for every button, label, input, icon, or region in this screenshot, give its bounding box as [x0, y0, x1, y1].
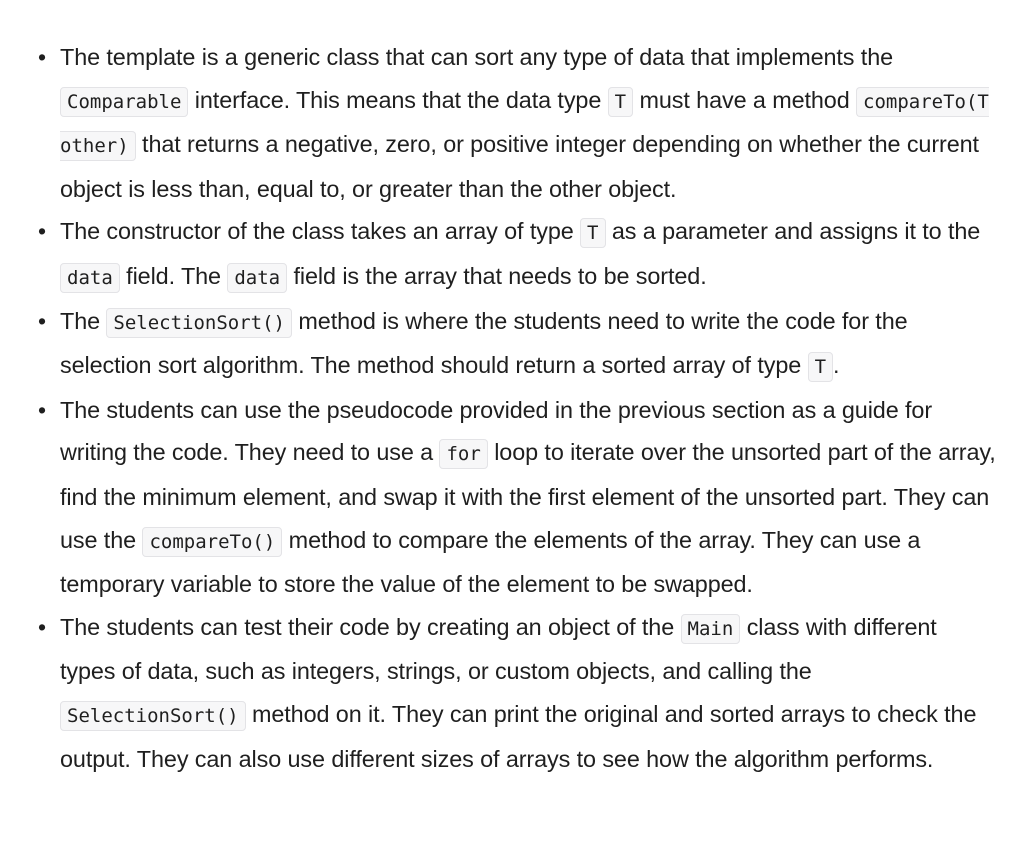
bullet-text: method to compare the elements of the array. They can use a temporary variable to store the value of the element to be swapped. — [60, 526, 921, 598]
bullet-text: that returns a negative, zero, or positive integer depending on whether the current object is less than, equal to, or greater than the other object. — [60, 131, 979, 202]
inline-code: SelectionSort() — [60, 701, 246, 731]
bullet-item — [28, 606, 996, 780]
bullet-marker: • — [38, 44, 46, 70]
bullet-marker: • — [38, 307, 46, 334]
bullet-text: field is the array that needs to be sorted. — [287, 262, 707, 289]
inline-code: SelectionSort() — [106, 308, 292, 338]
inline-code: T — [608, 87, 633, 117]
bullet-item — [28, 300, 996, 389]
inline-code: compareTo() — [142, 527, 282, 557]
inline-code: compareTo(T other) — [60, 87, 989, 162]
bullet-text: class with different types of data, such as integers, strings, or custom objects, and calling the — [60, 613, 937, 685]
bullet-text: loop to iterate over the unsorted part of the array, find the minimum element, and swap it with the first element of the unsorted part. They can use the — [60, 439, 996, 553]
inline-code: data — [227, 263, 287, 293]
bullet-marker: • — [38, 218, 46, 245]
bullet-text: The template is a generic class that can sort any type of data that implements the — [60, 44, 894, 70]
bullet-text: field. The — [119, 262, 228, 289]
bullet-text: . — [833, 352, 840, 379]
inline-code: for — [439, 439, 487, 469]
bullet-text: method is where the students need to write the code for the selection sort algorithm. The method should return a sorted array of type — [60, 307, 908, 379]
inline-code: Comparable — [60, 87, 188, 117]
bullet-item — [28, 36, 996, 210]
bullet-text: The students can use the pseudocode provided in the previous section as a guide for writing the code. They need to use a — [60, 396, 933, 466]
inline-code: T — [580, 218, 605, 248]
bullet-text: The students can test their code by creating an object of the — [60, 613, 681, 640]
bullet-item — [28, 389, 996, 606]
bullet-list — [28, 36, 996, 780]
bullet-text: method on it. They can print the original and sorted arrays to check the output. They can also use different sizes of arrays to see how the algorithm performs. — [60, 700, 977, 772]
bullet-item — [28, 210, 996, 299]
bullet-marker: • — [38, 613, 46, 640]
bullet-text: The — [60, 307, 107, 334]
inline-code: T — [808, 352, 833, 382]
inline-code: Main — [681, 614, 741, 644]
bullet-text: must have a method — [633, 86, 857, 113]
bullet-text: interface. This means that the data type — [188, 86, 608, 113]
bullet-marker: • — [38, 396, 46, 423]
bullet-text: as a parameter and assigns it to the — [605, 218, 981, 245]
inline-code: data — [60, 263, 120, 293]
bullet-text: The constructor of the class takes an array of type — [60, 218, 581, 245]
